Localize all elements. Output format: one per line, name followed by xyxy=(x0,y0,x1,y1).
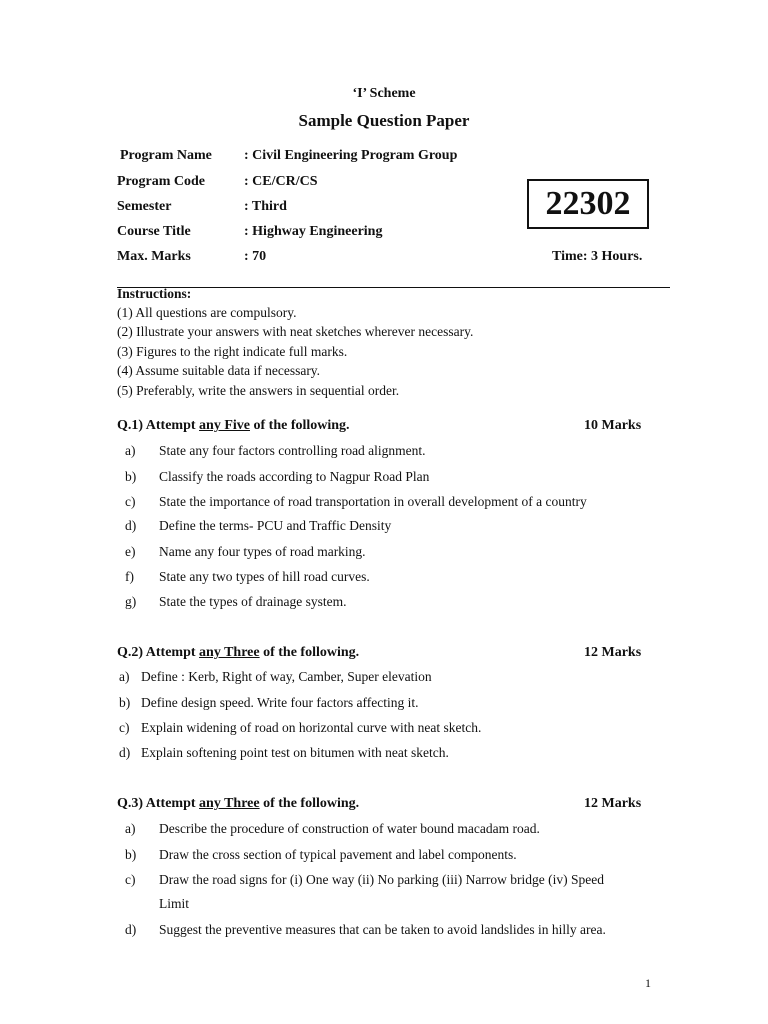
question-item-text: State the importance of road transportation in overall development of a country xyxy=(159,494,587,509)
program-name-label: Program Name xyxy=(120,148,212,163)
item-letter: f) xyxy=(125,569,134,584)
question-item-text: Define design speed. Write four factors affecting it. xyxy=(141,695,419,710)
item-letter: a) xyxy=(125,443,136,458)
question-number: Q.3) Attempt xyxy=(117,796,200,811)
course-code: 22302 xyxy=(545,185,631,222)
question-number: Q.2) Attempt xyxy=(117,645,200,660)
question-3-marks: 12 Marks xyxy=(584,796,642,811)
item-letter: e) xyxy=(125,544,136,559)
question-item-text: State any two types of hill road curves. xyxy=(159,569,370,584)
question-item-text: State any four factors controlling road alignment. xyxy=(159,443,426,458)
item-letter: c) xyxy=(119,720,130,735)
program-code-label: Program Code xyxy=(117,174,205,189)
item-letter: b) xyxy=(119,695,131,710)
course-title-value: : Highway Engineering xyxy=(244,224,383,239)
header-divider xyxy=(117,287,670,288)
question-instruction: of the following. xyxy=(250,418,350,433)
course-title-label: Course Title xyxy=(117,224,191,239)
question-2-marks: 12 Marks xyxy=(584,645,642,660)
question-item-text: Define : Kerb, Right of way, Camber, Super elevation xyxy=(141,669,432,684)
semester-label: Semester xyxy=(117,199,172,214)
question-1-heading xyxy=(117,418,350,434)
question-item-continuation: Limit xyxy=(159,896,189,911)
instruction-item: (4) Assume suitable data if necessary. xyxy=(117,363,321,378)
question-item-text: Suggest the preventive measures that can be taken to avoid landslides in hilly area. xyxy=(159,922,606,937)
instructions-heading: Instructions: xyxy=(117,286,192,301)
page-number: 1 xyxy=(645,976,651,990)
item-letter: b) xyxy=(125,847,137,862)
course-code-box xyxy=(527,179,649,229)
instruction-item: (2) Illustrate your answers with neat sketches wherever necessary. xyxy=(117,324,474,339)
item-letter: a) xyxy=(119,669,130,684)
max-marks-label: Max. Marks xyxy=(117,249,191,264)
question-2-heading xyxy=(117,645,359,661)
item-letter: a) xyxy=(125,821,136,836)
question-emphasis: any Three xyxy=(199,796,260,811)
question-item-text: Define the terms- PCU and Traffic Density xyxy=(159,518,392,533)
question-item-text: Name any four types of road marking. xyxy=(159,544,366,559)
instruction-item: (1) All questions are compulsory. xyxy=(117,305,297,320)
question-1-marks: 10 Marks xyxy=(584,418,642,433)
question-item-text: Explain widening of road on horizontal curve with neat sketch. xyxy=(141,720,482,735)
time-allowed: Time: 3 Hours. xyxy=(552,249,643,264)
question-instruction: of the following. xyxy=(259,645,360,660)
paper-title: Sample Question Paper xyxy=(298,111,470,130)
max-marks-value: : 70 xyxy=(244,249,267,264)
question-item-text: Draw the cross section of typical pavement and label components. xyxy=(159,847,517,862)
question-item-text: Explain softening point test on bitumen with neat sketch. xyxy=(141,745,449,760)
question-item-text: Draw the road signs for (i) One way (ii) No parking (iii) Narrow bridge (iv) Speed xyxy=(159,872,604,887)
item-letter: d) xyxy=(125,518,137,533)
question-item-text: Classify the roads according to Nagpur Road Plan xyxy=(159,469,430,484)
item-letter: d) xyxy=(125,922,137,937)
question-item-text: Describe the procedure of construction of water bound macadam road. xyxy=(159,821,540,836)
item-letter: g) xyxy=(125,594,137,609)
instruction-item: (5) Preferably, write the answers in sequential order. xyxy=(117,383,400,398)
item-letter: b) xyxy=(125,469,137,484)
question-item-text: State the types of drainage system. xyxy=(159,594,347,609)
question-3-heading xyxy=(117,796,359,812)
item-letter: c) xyxy=(125,872,136,887)
question-emphasis: any Three xyxy=(199,645,260,660)
scheme-label: ‘I’ Scheme xyxy=(352,86,416,101)
question-emphasis: any Five xyxy=(199,418,250,433)
program-name-value: : Civil Engineering Program Group xyxy=(244,148,458,163)
program-code-value: : CE/CR/CS xyxy=(244,174,318,189)
question-number: Q.1) Attempt xyxy=(117,418,200,433)
item-letter: d) xyxy=(119,745,131,760)
semester-value: : Third xyxy=(244,199,287,214)
item-letter: c) xyxy=(125,494,136,509)
instruction-item: (3) Figures to the right indicate full marks. xyxy=(117,344,348,359)
question-instruction: of the following. xyxy=(259,796,360,811)
